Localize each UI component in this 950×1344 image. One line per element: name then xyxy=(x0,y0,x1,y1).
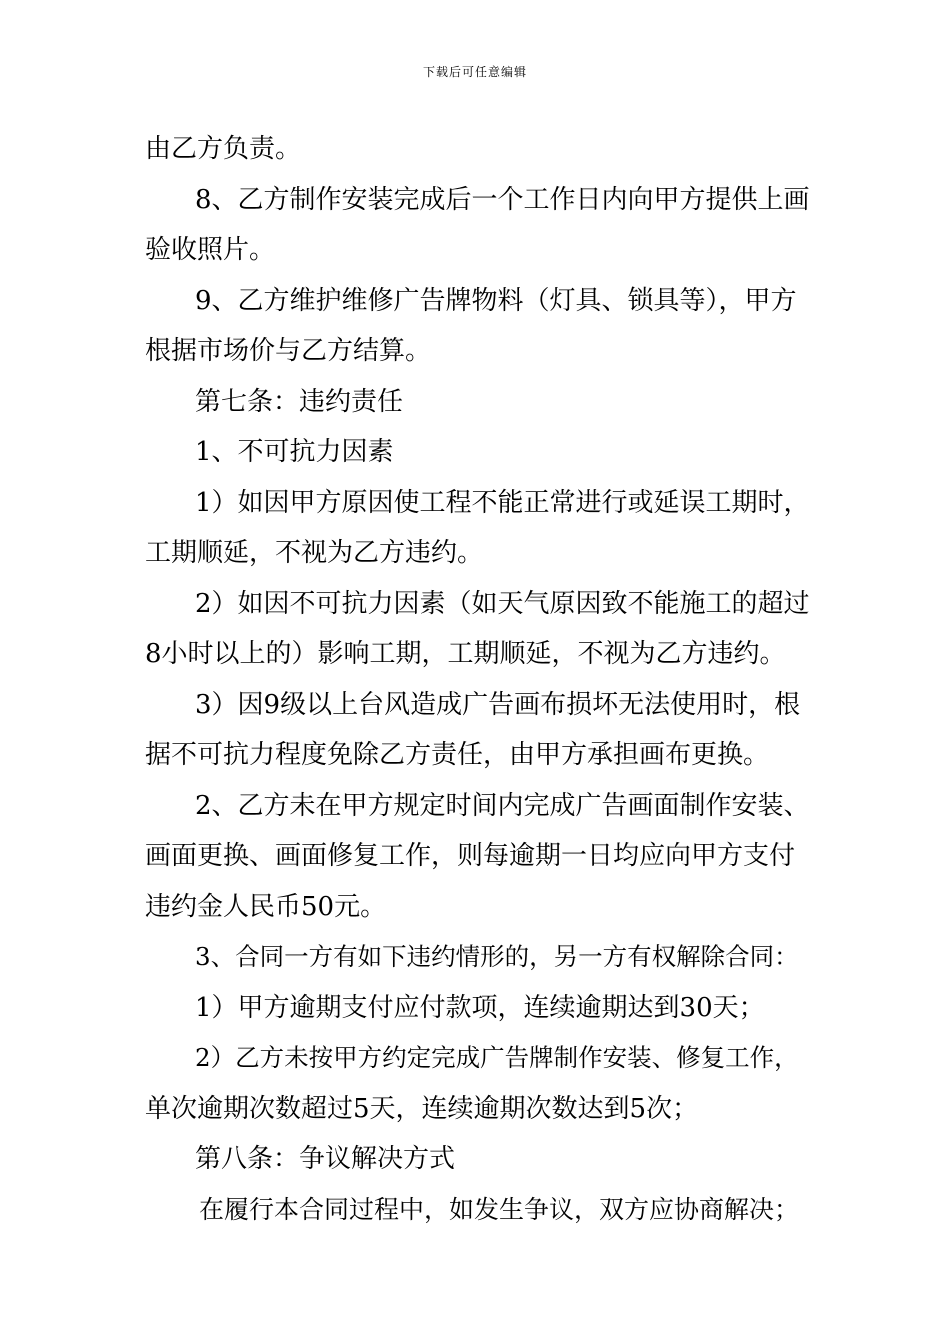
text-line: 8、乙方制作安装完成后一个工作日内向甲方提供上画 xyxy=(195,184,810,215)
text-line: 根据市场价与乙方结算。 xyxy=(145,336,432,366)
text-line: 2、乙方未在甲方规定时间内完成广告画面制作安装、 xyxy=(195,790,810,821)
document-body xyxy=(145,124,810,1235)
text-line: 违约金人民币50元。 xyxy=(145,891,387,922)
section-heading: 第七条：违约责任 xyxy=(195,386,404,417)
text-line: 3）因9级以上台风造成广告画布损坏无法使用时，根 xyxy=(195,689,801,720)
text-line: 工期顺延，不视为乙方违约。 xyxy=(145,538,484,568)
text-line: 2）如因不可抗力因素（如天气原因致不能施工的超过 xyxy=(195,588,810,619)
text-line: 由乙方负责。 xyxy=(145,134,302,164)
text-line: 2）乙方未按甲方约定完成广告牌制作安装、修复工作， xyxy=(195,1043,799,1072)
text-line: 单次逾期次数超过5天，连续逾期次数达到5次； xyxy=(145,1093,699,1124)
section-heading: 第八条：争议解决方式 xyxy=(195,1144,456,1174)
text-line: 画面更换、画面修复工作，则每逾期一日均应向甲方支付 xyxy=(145,841,796,871)
text-line: 3、合同一方有如下违约情形的，另一方有权解除合同： xyxy=(195,942,799,971)
text-line: 1）如因甲方原因使工程不能正常进行或延误工期时， xyxy=(195,487,810,518)
text-line: 1）甲方逾期支付应付款项，连续逾期达到30天； xyxy=(195,992,765,1023)
text-line: 9、乙方维护维修广告牌物料（灯具、锁具等），甲方 xyxy=(195,285,797,316)
page-header: 下载后可任意编辑 xyxy=(422,65,527,79)
text-line: 1、不可抗力因素 xyxy=(195,437,394,467)
text-line: 8小时以上的）影响工期，工期顺延，不视为乙方违约。 xyxy=(145,639,786,669)
text-line: 验收照片。 xyxy=(145,235,276,265)
text-line: 据不可抗力程度免除乙方责任，由甲方承担画布更换。 xyxy=(145,740,770,770)
text-line: 在履行本合同过程中，如发生争议，双方应协商解决； xyxy=(199,1194,800,1224)
